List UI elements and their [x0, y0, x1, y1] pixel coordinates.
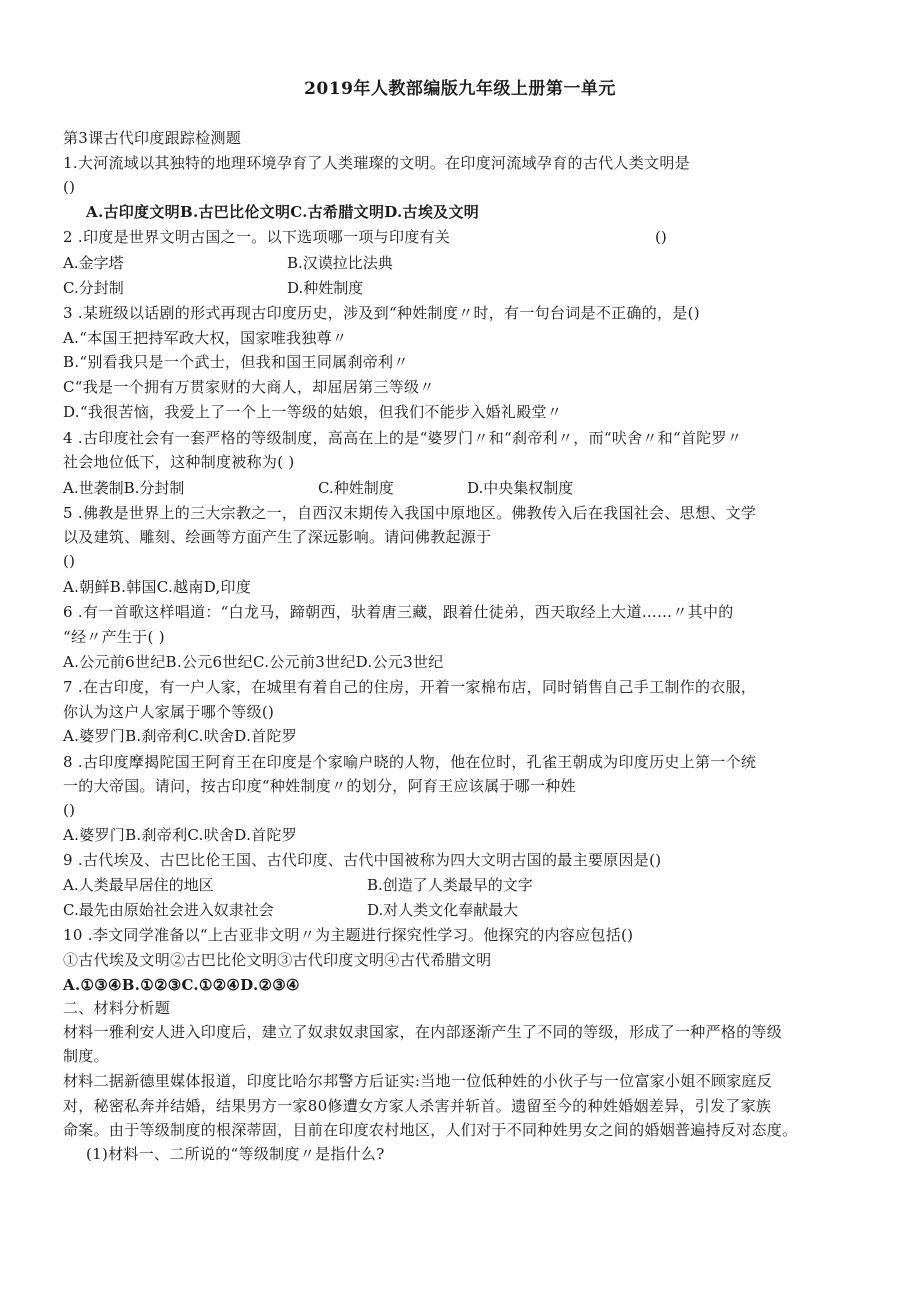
question-10-items: ①古代埃及文明②古巴比伦文明③古代印度文明④古代希腊文明 [63, 951, 492, 969]
question-4-option-ab: A.世袭制B.分封制 [63, 479, 185, 497]
question-6-stem-line-1: 6 .有一首歌这样唱道：“白龙马，蹄朝西，驮着唐三藏，跟着仕徒弟，西天取经上大道……〃其中的 [63, 603, 734, 621]
question-10-stem: 10 .李文同学准备以“上古亚非文明〃为主题进行探究性学习。他探究的内容应包括() [63, 926, 634, 944]
question-8-paren: () [63, 801, 76, 819]
question-3-option-a: A.“本国王把持军政大权，国家唯我独尊〃 [63, 329, 348, 347]
question-10-options: A.①③④B.①②③C.①②④D.②③④ [63, 976, 300, 994]
question-9-stem: 9 .古代埃及、古巴比伦王国、古代印度、古代中国被称为四大文明古国的最主要原因是() [63, 851, 662, 869]
document-title: 2019年人教部编版九年级上册第一单元 [304, 79, 616, 99]
question-2-option-a: A.金字塔 [63, 254, 124, 272]
question-4-stem-line-2: 社会地位低下，这种制度被称为( ) [63, 453, 295, 471]
question-2-paren: () [655, 228, 667, 246]
question-9-option-b: B.创造了人类最早的文字 [367, 876, 533, 894]
lesson-heading: 第3课古代印度跟踪检测题 [63, 129, 242, 147]
question-5-stem-line-1: 5 .佛教是世界上的三大宗教之一，自西汉末期传入我国中原地区。佛教传入后在我国社会、思想、文学 [63, 504, 757, 522]
question-8-stem-line-1: 8 .古印度摩揭陀国王阿育王在印度是个家喻户晓的人物，他在位时，孔雀王朝成为印度历史上第一个统 [63, 753, 757, 771]
question-2-stem: 2 .印度是世界文明古国之一。以下选项哪一项与印度有关 [63, 228, 451, 246]
question-1-stem: 1.大河流域以其独特的地理环境孕育了人类璀璨的文明。在印度河流域孕育的古代人类文明是 [63, 154, 690, 172]
question-3-stem: 3 .某班级以话剧的形式再现古印度历史，涉及到“种姓制度〃时，有一句台词是不正确的，是() [63, 304, 700, 322]
question-3-option-b: B.“别看我只是一个武士，但我和国王同属刹帝利〃 [63, 353, 409, 371]
question-9-option-a: A.人类最早居住的地区 [63, 876, 214, 894]
question-4-option-d: D.中央集权制度 [467, 479, 574, 497]
material-1-line-2: 制度。 [63, 1047, 109, 1065]
material-2-line-3: 命案。由于等级制度的根深蒂固，目前在印度农村地区，人们对于不同种姓男女之间的婚姻普遍持反对态度。 [63, 1121, 798, 1139]
material-1-line-1: 材料一雅利安人进入印度后，建立了奴隶奴隶国家，在内部逐渐产生了不同的等级，形成了一种严格的等级 [63, 1023, 783, 1041]
question-1-paren: () [63, 178, 76, 196]
question-7-options: A.婆罗门B.刹帝利C.吠舍D.首陀罗 [63, 727, 298, 745]
question-1-options: A.古印度文明B.古巴比伦文明C.古希腊文明D.古埃及文明 [86, 203, 480, 221]
section-2-question-1: (1)材料一、二所说的“等级制度〃是指什么? [86, 1145, 385, 1163]
question-8-options: A.婆罗门B.刹帝利C.吠舍D.首陀罗 [63, 826, 298, 844]
question-5-options: A.朝鲜B.韩国C.越南D,印度 [63, 578, 252, 596]
question-7-stem-line-1: 7 .在古印度，有一户人家，在城里有着自己的住房，开着一家棉布店，同时销售自己手工制作的衣服， [63, 678, 757, 696]
question-3-option-c: C“我是一个拥有万贯家财的大商人，却屈居第三等级〃 [63, 378, 435, 396]
question-4-stem-line-1: 4 .古印度社会有一套严格的等级制度，高高在上的是“婆罗门〃和“刹帝利〃，而“吠舍〃和“首陀罗〃 [63, 429, 743, 447]
question-2-option-c: C.分封制 [63, 279, 124, 297]
question-5-stem-line-2: 以及建筑、雕刻、绘画等方面产生了深远影响。请问佛教起源于 [63, 528, 492, 546]
section-2-heading: 二、材料分析题 [63, 999, 171, 1017]
material-2-line-1: 材料二据新德里媒体报道，印度比哈尔邦警方后证实:当地一位低种姓的小伙子与一位富家小姐不顾家庭反 [63, 1072, 773, 1090]
question-6-options: A.公元前6世纪B.公元6世纪C.公元前3世纪D.公元3世纪 [63, 653, 444, 671]
question-3-option-d: D.“我很苦恼，我爱上了一个上一等级的姑娘，但我们不能步入婚礼殿堂〃 [63, 403, 563, 421]
question-9-option-c: C.最先由原始社会进入奴隶社会 [63, 901, 274, 919]
question-2-option-b: B.汉谟拉比法典 [287, 254, 393, 272]
question-7-stem-line-2: 你认为这户人家属于哪个等级() [63, 703, 275, 721]
question-2-option-d: D.种姓制度 [287, 279, 364, 297]
question-5-paren: () [63, 552, 76, 570]
material-2-line-2: 对，秘密私奔并结婚，结果男方一家80修遭女方家人杀害并斩首。遗留至今的种姓婚姻差异，引发了家族 [63, 1097, 772, 1115]
question-4-option-c: C.种姓制度 [318, 479, 394, 497]
question-8-stem-line-2: 一的大帝国。请问，按古印度“种姓制度〃的划分，阿育王应该属于哪一种姓 [63, 777, 576, 795]
question-9-option-d: D.对人类文化奉献最大 [367, 901, 519, 919]
question-6-stem-line-2: “经〃产生于( ) [63, 628, 165, 646]
